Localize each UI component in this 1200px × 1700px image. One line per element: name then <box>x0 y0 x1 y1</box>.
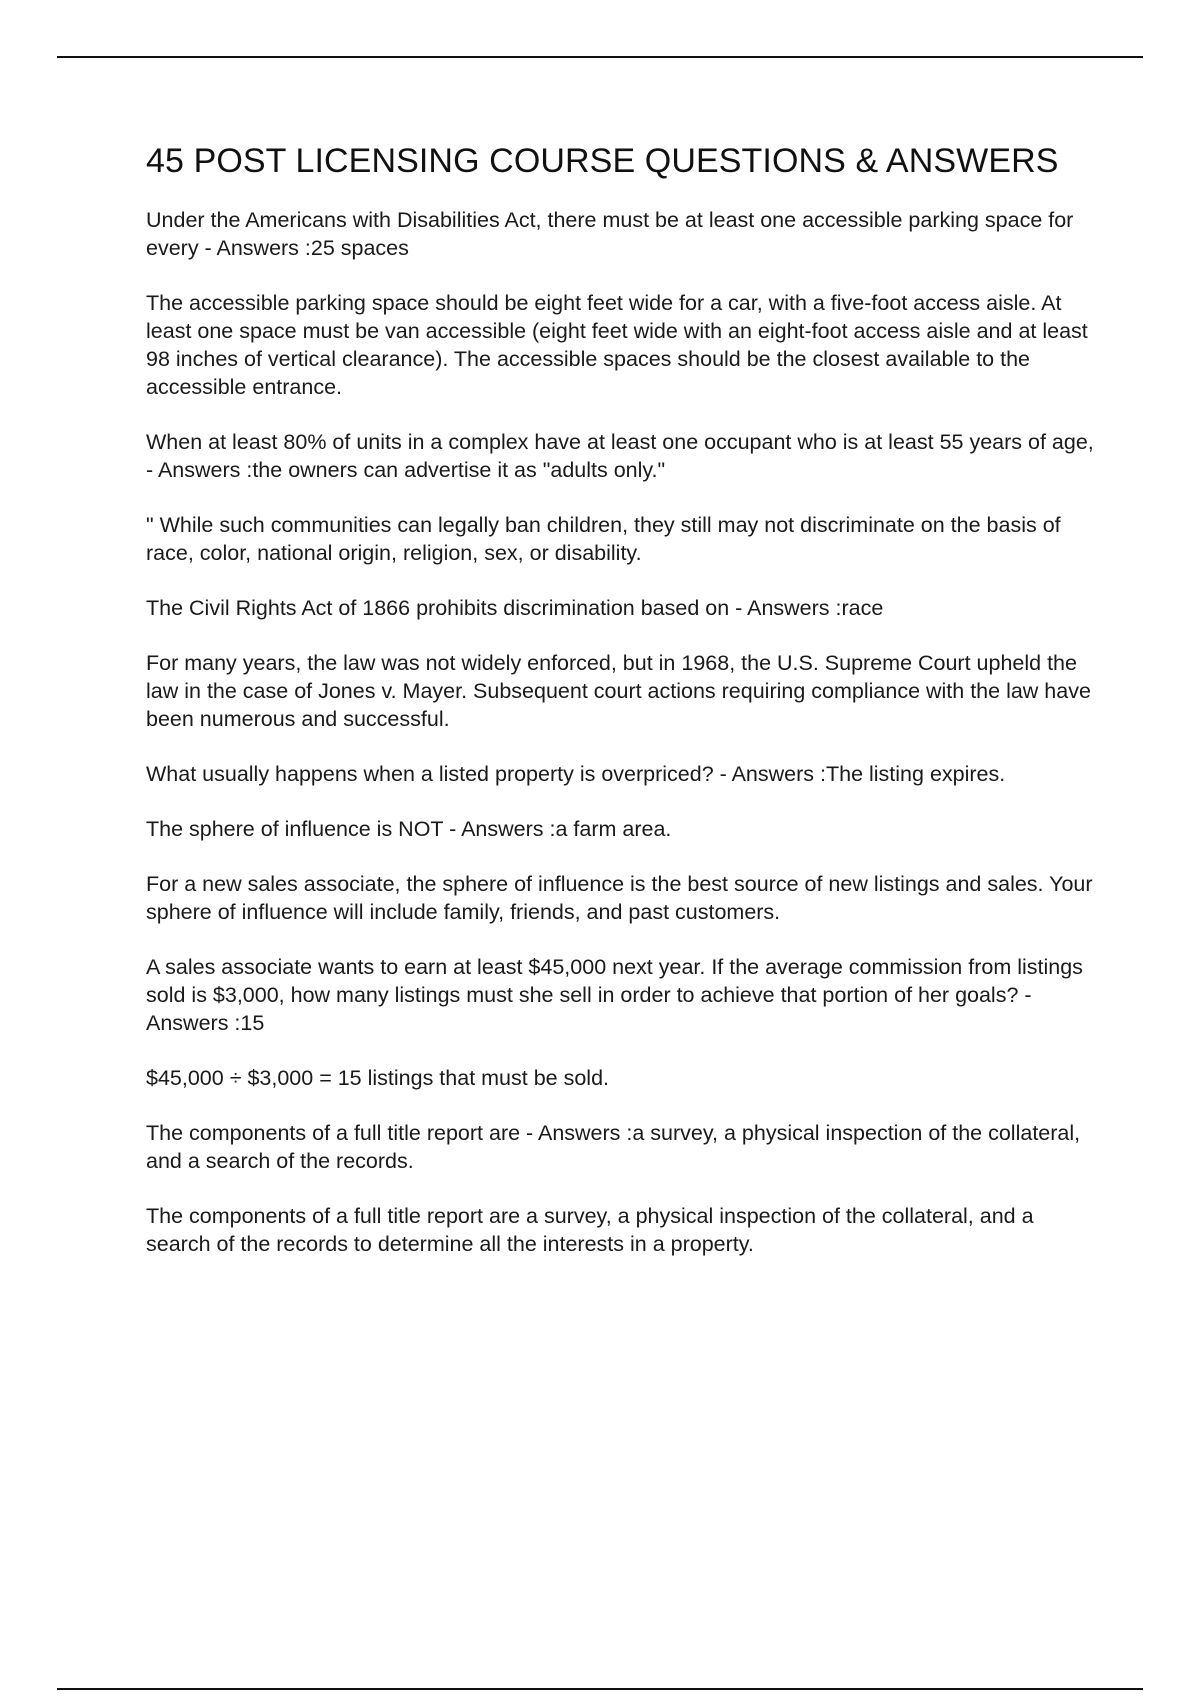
paragraph-5: The Civil Rights Act of 1866 prohibits discrimination based on - Answers :race <box>146 596 884 620</box>
paragraph-3: When at least 80% of units in a complex have at least one occupant who is at least 55 years of age, - Answers :the owners can advertise it as "adults only." <box>146 430 1094 482</box>
paragraph-4: " While such communities can legally ban children, they still may not discriminate on the basis of race, color, national origin, religion, sex, or disability. <box>146 513 1061 565</box>
paragraph-7: What usually happens when a listed property is overpriced? - Answers :The listing expires. <box>146 762 1006 786</box>
paragraph-13: The components of a full title report are a survey, a physical inspection of the collateral, and a search of the records to determine all the interests in a property. <box>146 1204 1034 1256</box>
paragraph-2: The accessible parking space should be eight feet wide for a car, with a five-foot access aisle. At least one space must be van accessible (eight feet wide with an eight-foot access aisle and at least 98 inches of vertical clearance). The accessible spaces should be the closest available to the accessible entrance. <box>146 291 1088 399</box>
paragraph-6: For many years, the law was not widely enforced, but in 1968, the U.S. Supreme Court upheld the law in the case of Jones v. Mayer. Subsequent court actions requiring compliance with the law have been numerous and successful. <box>146 651 1091 731</box>
document-title: 45 POST LICENSING COURSE QUESTIONS & ANSWERS <box>146 142 1059 180</box>
paragraph-8: The sphere of influence is NOT - Answers :a farm area. <box>146 817 672 841</box>
paragraph-11: $45,000 ÷ $3,000 = 15 listings that must be sold. <box>146 1066 610 1090</box>
paragraph-12: The components of a full title report are - Answers :a survey, a physical inspection of the collateral, and a search of the records. <box>146 1121 1081 1173</box>
paragraph-1: Under the Americans with Disabilities Act, there must be at least one accessible parking space for every - Answers :25 spaces <box>146 208 1074 260</box>
paragraph-9: For a new sales associate, the sphere of influence is the best source of new listings and sales. Your sphere of influence will include family, friends, and past customers. <box>146 872 1093 924</box>
document-body <box>146 140 1096 1285</box>
header-divider <box>57 56 1143 58</box>
footer-divider <box>57 1688 1143 1690</box>
paragraph-10: A sales associate wants to earn at least $45,000 next year. If the average commission from listings sold is $3,000, how many listings must she sell in order to achieve that portion of her goals? - Answers :15 <box>146 955 1083 1035</box>
